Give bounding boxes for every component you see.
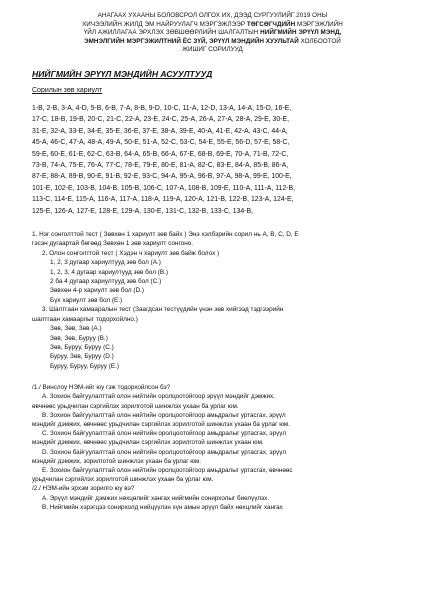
answer-row: 59-Е, 60-Е, 61-Е, 62-С, 63-В, 64-А, 65-В, 66-А, 67-Е, 68-В, 69-Е, 70-А, 71-В, 72-С, bbox=[32, 150, 289, 158]
instruction-line: 1. Нэг сонголттой тест ( Зөвхөн 1 хариулт зөв байх ) Энэ хэлбэрийн сорил нь А, В, С, D, Е bbox=[32, 231, 299, 239]
answer-row: 113-С, 114-Е, 115-А, 116-А, 117-А, 118-А, 119-А, 120-А, 121-В, 122-В, 123-А, 124-Е, bbox=[32, 196, 294, 204]
question-option: мэндийг дэмжих, өвчнөөс урьдчилан сэргийлэх зорилготой шинжлэх ухаан ба урлаг юм. bbox=[32, 420, 290, 428]
header-line: ЖИШИГ СОРИЛУУД bbox=[182, 46, 243, 54]
instruction-option: Зөв, Зөв, Буруу (В.) bbox=[50, 334, 108, 342]
instruction-option: Зөвхөн 4-р хариулт зөв бол (D.) bbox=[50, 287, 145, 295]
instruction-line: 3. Шалтгаан хамааралын тест (Заагдсан тестүүдийн үнэн зөв хийгээд тэдгээрийн bbox=[42, 306, 284, 314]
question-option: А. Зохион байгуулалттай олон нийтийн оролцоотойгоор эрүүл мэндийг дэмжих, bbox=[42, 393, 275, 401]
answer-row: 31-Е, 32-А, 33-Е, 34-Е, 35-Е, 36-Е, 37-Е, 38-А, 39-Е, 40-А, 41-Е, 42-А, 43-С, 44-А, bbox=[32, 127, 288, 135]
instruction-option: Буруу, Зөв, Буруу (D.) bbox=[50, 353, 114, 361]
question-option: D. Зохион байгуулалттай олон нийтийн оролцоотойгоор амьдралыг уртасгах, эрүүл bbox=[42, 448, 287, 456]
question-option: өвчнөөс урьдчилан сэргийлэх зорилготой шинжлэх ухаан ба урлаг юм. bbox=[32, 402, 239, 410]
question-option: мэндийг дэмжих, өвчнөөс урьдчилан сэргийлэх зорилготой шинжлэх ухаан юм. bbox=[32, 439, 264, 447]
question-option: урьдчилан сэргийлэх зорилготой шинжлэх ухаан ба урлаг юм. bbox=[32, 476, 214, 484]
instruction-option: Зөв, Буруу, Буруу (С.) bbox=[50, 343, 114, 351]
header-line: ҮЙЛ АЖИЛЛАГАА ЭРХЛЭХ ЗӨВШӨӨРЛИЙН ШАЛГАЛТЫН НИЙГМИЙН ЭРҮҮЛ МЭНД, bbox=[83, 29, 342, 37]
instruction-option: Бүх хариулт зөв бол (Е.) bbox=[50, 296, 123, 304]
instruction-option: 2 ба 4 дугаар хариултууд зөв бол (С.) bbox=[50, 278, 162, 286]
instruction-option: Буруу, Буруу, Буруу (Е.) bbox=[50, 362, 120, 370]
answer-row: 87-Е, 88-А, 89-В, 90-Е, 91-В, 92-Е, 93-С, 94-А, 95-А, 96-В, 97-А, 98-А, 99-Е, 100-Е, bbox=[32, 173, 292, 181]
answer-row: 125-Е, 126-А, 127-Е, 128-Е, 129-А, 130-Е, 131-С, 132-В, 133-С, 134-В, bbox=[32, 207, 254, 215]
answer-row: 73-В, 74-А, 75-Е, 76-А, 77-С, 78-Е, 79-Е, 80-Е, 81-А, 82-С, 83-Е, 84-А, 85-В, 86-А, bbox=[32, 162, 289, 169]
answer-row: 1-В, 2-В, 3-А, 4-D, 5-В, 6-В, 7-А, 8-В, 9-D, 10-С, 11-А, 12-D, 13-А, 14-А, 15-D, 16-Е, bbox=[32, 104, 292, 112]
question-text: /2./ НЭМ-ийн эрхэм зорилго юу вэ? bbox=[32, 485, 135, 493]
instruction-line: 2. Олон сонголттой тест ( Хэдэн ч хариулт зөв байж болох ) bbox=[42, 249, 220, 257]
question-option: С. Зохион байгуулалттай олон нийтийн оролцоотойгоор амьдралыг уртасгах, эрүүл bbox=[42, 430, 287, 438]
answer-key bbox=[32, 103, 413, 217]
answer-row: 101-Е, 102-Е, 103-В, 104-В, 105-В, 106-С, 107-А, 108-В, 109-Е, 110-А, 111-А, 112-В, bbox=[32, 184, 296, 192]
instruction-option: Зөв, Зөв, Зөв (А.) bbox=[50, 325, 102, 333]
instruction-line: шалтгаан хамаарлыг тодорхойлно.) bbox=[32, 315, 138, 323]
header-line: ЭМНЭЛГИЙН МЭРГЭЖИЛТНИЙ ЁС ЗҮЙ, ЭРҮҮЛ МЭНДИЙН ХУУЛЬТАЙ ХОЛБООТОЙ bbox=[84, 37, 341, 45]
answer-key-title: Сорилын зөв хариулт bbox=[32, 86, 103, 94]
question-option: В. Зохион байгуулалттай олон нийтийн оролцоотойгоор амьдралыг уртасгах, эрүүл bbox=[42, 411, 286, 419]
question-option: Е. Зохион байгуулалттай олон нийтийн оролцоотойгоор амьдралыг уртасгах, өвчнөөс bbox=[42, 466, 293, 474]
section-title: НИЙГМИЙН ЭРҮҮЛ МЭНДИЙН АСУУЛТУУД bbox=[32, 68, 213, 79]
answer-row: 17-С, 18-В, 19-В, 20-С, 21-С, 22-А, 23-Е, 24-С, 25-А, 26-А, 27-А, 28-А, 29-Е, 30-Е, bbox=[32, 116, 289, 124]
question-option: В. Нийгмийн хэрэгцээ сонирхолд нийцүүлэн хүн амын эрүүл байх нөхцлийг хангах bbox=[42, 503, 283, 511]
instruction-option: 1, 2, 3, 4 дугаар хариултууд зөв бол (В.) bbox=[50, 268, 168, 276]
answer-row: 45-А, 46-С, 47-А, 48-А, 49-А, 50-Е, 51-А, 52-С, 53-С, 54-Е, 55-Е, 56-D, 57-Е, 58-С, bbox=[32, 139, 290, 147]
instruction-line: гэсэн дугаартай бөгөөд Зөвхөн 1 зөв хариулт сонгоно. bbox=[32, 240, 194, 248]
question-option: мэндийг дэмжих, зорилготой шинжлэх ухаан ба урлаг юм. bbox=[32, 457, 202, 465]
header-line: АНАГААХ УХААНЫ БОЛОВСРОЛ ОЛГОХ ИХ, ДЭЭД СУРГУУЛИЙГ 2019 ОНЫ bbox=[97, 12, 328, 19]
document-header bbox=[14, 12, 411, 55]
test-instructions bbox=[32, 230, 417, 371]
question-text: /1./ Винслоу НЭМ-ийг юу гэж тодорхойлсон бэ? bbox=[32, 384, 171, 392]
questions-section bbox=[32, 383, 413, 512]
header-line: ХИЧЭЭЛИЙН ЖИЛД ЭМ НАЙРУУЛАГЧ МЭРГЭЖЛЭЭР ТӨГСӨГЧДИЙН МЭРГЭЖЛИЙН bbox=[82, 20, 343, 28]
question-option: А. Эрүүл мэндийг дэмжих нөхцөлийг хангах нийгмийн сонирхолыг биелүүлэх. bbox=[42, 494, 270, 502]
instruction-option: 1, 2, 3 дугаар хариултууд зөв бол (А.) bbox=[50, 259, 161, 267]
